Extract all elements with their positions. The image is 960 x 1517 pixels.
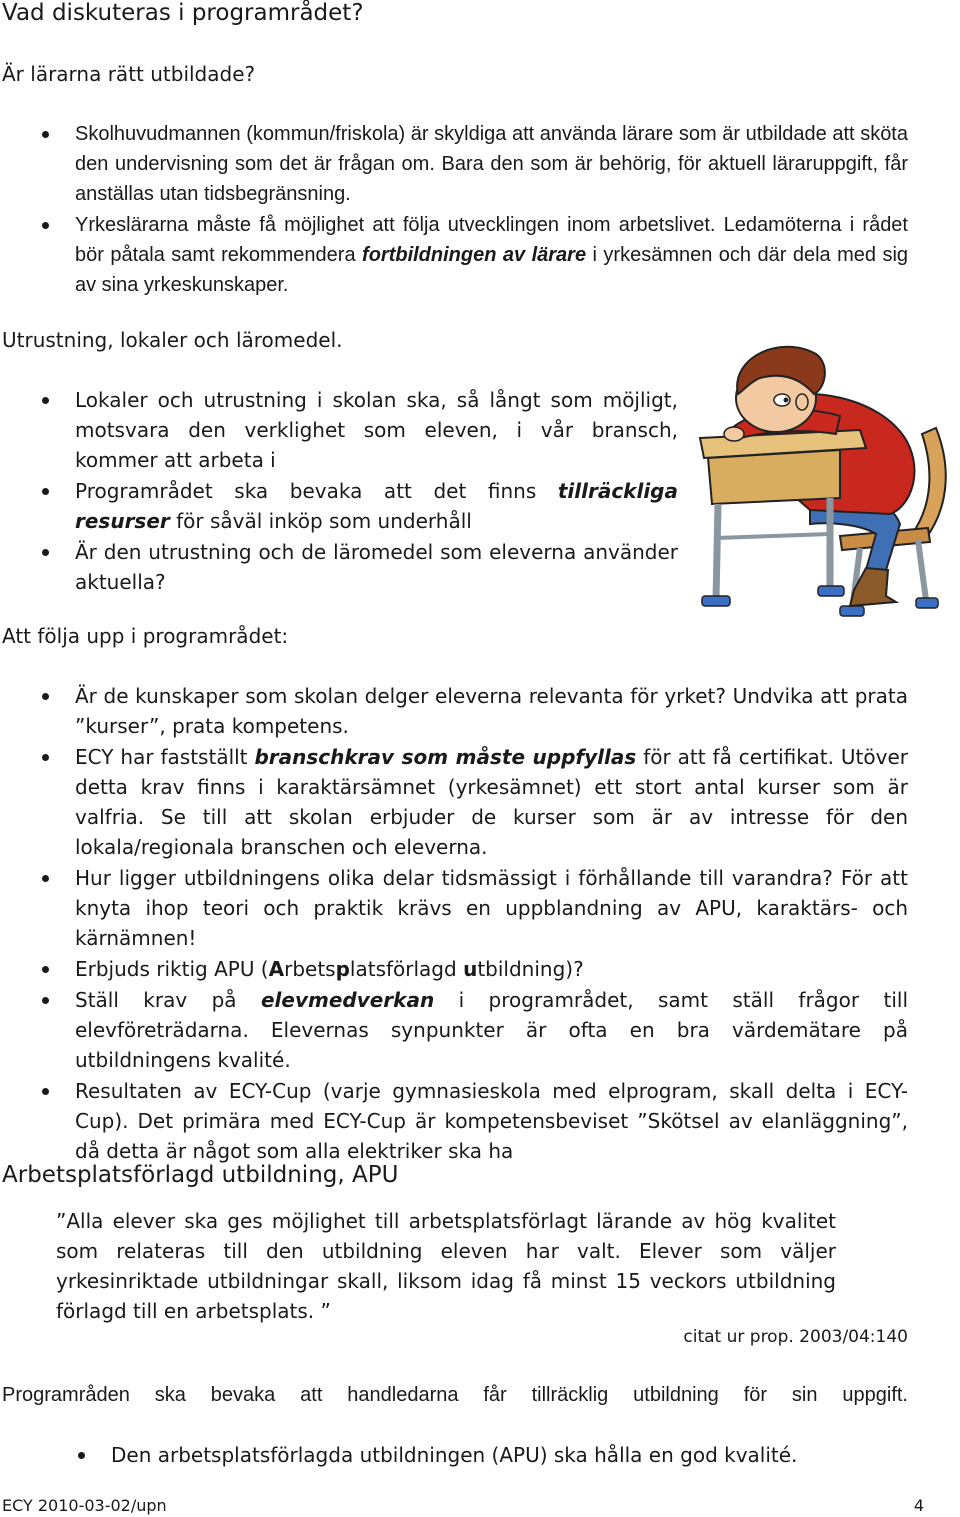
desk-foot bbox=[702, 596, 730, 606]
quote-citation: citat ur prop. 2003/04:140 bbox=[683, 1327, 908, 1347]
equipment-list bbox=[2, 385, 678, 598]
list-item: Hur ligger utbildningens olika delar tidsmässigt i förhållande till varandra? För att knyta ihop teori och praktik krävs en uppblandning av APU, karaktärs- och kärnämnen! bbox=[2, 863, 908, 953]
footer-left: ECY 2010-03-02/upn bbox=[2, 1496, 167, 1515]
page-number: 4 bbox=[913, 1496, 924, 1515]
section-title-teachers: Är lärarna rätt utbildade? bbox=[2, 62, 256, 86]
apu-quote: ”Alla elever ska ges möjlighet till arbetsplatsförlagt lärande av hög kvalitet som relateras till den utbildning eleven har valt. Elever som väljer yrkesinriktade utbildningar skall, liksom idag få minst 15 veckors utbildning förlagd till en arbetsplats. ” bbox=[56, 1209, 836, 1323]
emphasis-text: branschkrav som måste uppfyllas bbox=[254, 745, 637, 769]
section-title-equipment: Utrustning, lokaler och läromedel. bbox=[2, 328, 343, 352]
list-item: Resultaten av ECY-Cup (varje gymnasieskola med elprogram, skall delta i ECY-Cup). Det primära med ECY-Cup är kompetensbeviset ”Skötsel av elanläggning”, då detta är något som alla elektriker ska ha bbox=[2, 1076, 908, 1166]
chair-foot bbox=[916, 598, 938, 608]
hand bbox=[724, 427, 744, 441]
list-item: Skolhuvudmannen (kommun/friskola) är skyldiga att använda lärare som är utbildade att sköta den undervisning som det är frågan om. Bara den som är behörig, för aktuell läraruppgift, får anställas utan tidsbegränsning. bbox=[2, 119, 908, 209]
apu-list bbox=[38, 1440, 908, 1471]
ear bbox=[796, 394, 808, 410]
sleeping-student-illustration bbox=[690, 338, 958, 624]
list-item: Programrådet ska bevaka att det finns tillräckliga resurser för såväl inköp som underhåll bbox=[2, 476, 678, 536]
emphasis-text: elevmedverkan bbox=[260, 988, 435, 1012]
list-item: Ställ krav på elevmedverkan i programrådet, samt ställ frågor till elevföreträdarna. Elevernas synpunkter är ofta en bra värdemätare på utbildningens kvalité. bbox=[2, 985, 908, 1075]
list-item: ECY har fastställt branschkrav som måste uppfyllas för att få certifikat. Utöver detta krav finns i karaktärsämnet (yrkesämnet) ett stort antal kurser som är valfria. Se till att skolan erbjuder de kurser som är av intresse för den lokala/regionala branschen och eleverna. bbox=[2, 742, 908, 862]
emphasis-text: fortbildningen av lärare bbox=[362, 244, 587, 266]
desk-panel bbox=[708, 450, 840, 504]
teachers-list bbox=[2, 119, 908, 301]
list-item: Är den utrustning och de läromedel som eleverna använder aktuella? bbox=[2, 537, 678, 597]
followup-list bbox=[2, 681, 908, 1167]
section-title-followup: Att följa upp i programrådet: bbox=[2, 624, 289, 648]
list-item: Är de kunskaper som skolan delger eleverna relevanta för yrket? Undvika att prata ”kurser”, prata kompetens. bbox=[2, 681, 908, 741]
apu-paragraph: Programråden ska bevaka att handledarna får tillräcklig utbildning för sin uppgift. bbox=[2, 1384, 908, 1406]
list-item: Yrkeslärarna måste få möjlighet att följa utvecklingen inom arbetslivet. Ledamöterna i rådet bör påtala samt rekommendera fortbildningen av lärare i yrkesämnen och där dela med sig av sina yrkeskunskaper. bbox=[2, 210, 908, 300]
pupil bbox=[784, 398, 789, 403]
emphasis-text: tillräckliga resurser bbox=[75, 479, 678, 533]
section-title-apu: Arbetsplatsförlagd utbildning, APU bbox=[2, 1162, 399, 1188]
chair-foot bbox=[840, 606, 864, 616]
list-item: Lokaler och utrustning i skolan ska, så långt som möjligt, motsvara den verklighet som eleven, i vår bransch, kommer att arbeta i bbox=[2, 385, 678, 475]
list-item: Erbjuds riktig APU (Arbetsplatsförlagd utbildning)? bbox=[2, 954, 908, 984]
desk-foot bbox=[818, 586, 844, 596]
list-item: Den arbetsplatsförlagda utbildningen (APU) ska hålla en god kvalité. bbox=[38, 1440, 908, 1470]
chair-back bbox=[912, 428, 946, 538]
desk-crossbar bbox=[716, 534, 830, 538]
page-heading: Vad diskuteras i programrådet? bbox=[2, 0, 364, 26]
